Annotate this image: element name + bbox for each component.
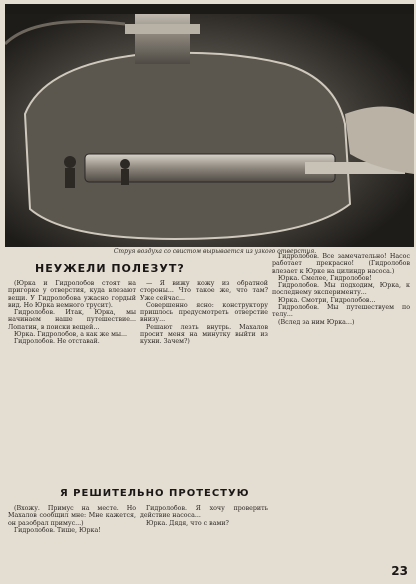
paragraph: Гидролобов. Мы путешествуем по телу... <box>272 304 410 319</box>
paragraph: Решают лезть внутрь. Махалов просит меня на минутку выйти из кухни. Зачем?) <box>140 323 268 346</box>
paragraph: Юрка. Дядя, что с вами? <box>146 519 229 527</box>
section-column-middle <box>140 505 268 579</box>
paragraph: (Юрка и Гидролобов стоят на пригорке у отверстия, куда влезают вещи. У Гидролобова ужасно гордый вид. Но Юрка немного трусит). <box>8 280 136 309</box>
paragraph: — Я вижу кожу из обратной стороны... Что такое же, что там? Уже сейчас... <box>140 280 268 302</box>
paragraph: Гидролобов. Не отставай. <box>14 338 100 346</box>
paragraph: Совершенно ясно: конструктору пришлось предусмотреть отверстие внизу... <box>140 301 268 324</box>
paragraph: Гидролобов. Я хочу проверить действие насоса... <box>140 505 268 520</box>
paragraph: Гидролобов. Тише, Юрка! <box>14 526 101 534</box>
paragraph: (Вхожу. Примус на месте. Но Махалов сообщил мне: Мне кажется, он разобрал примус...) <box>8 505 136 527</box>
paragraph: (Вслед за ним Юрка...) <box>278 318 355 326</box>
article-column-left <box>8 280 136 480</box>
paragraph: Юрка. Гидролобов, а как же мы... <box>14 331 128 339</box>
page-number: 23 <box>391 564 408 578</box>
article-column-middle <box>140 280 268 480</box>
paragraph: Юрка. Смотри, Гидролобов... <box>278 296 376 304</box>
article-headline: НЕУЖЕЛИ ПОЛЕЗУТ? <box>35 262 185 275</box>
paragraph: Гидролобов. Мы подходим, Юрка, к последнему эксперименту... <box>272 282 410 297</box>
hero-photo <box>5 4 414 247</box>
article-column-right <box>272 253 410 573</box>
primus-pump-illustration <box>5 4 414 247</box>
photo-caption: Струя воздуха со свистом вырывается из узкого отверстия. <box>113 248 317 255</box>
paragraph: Гидролобов. Все замечательно! Насос работает прекрасно! (Гидролобов влезает к Юрке на цилиндр насоса.) <box>272 253 410 275</box>
paragraph: Юрка. Смелее, Гидролобов! <box>278 274 372 282</box>
section-column-left <box>8 505 136 579</box>
paragraph: Гидролобов. Итак, Юрка, мы начинаем наше путешествие... Лопатин, в поиски вещей... <box>8 309 136 331</box>
section-headline: Я РЕШИТЕЛЬНО ПРОТЕСТУЮ <box>60 488 250 499</box>
